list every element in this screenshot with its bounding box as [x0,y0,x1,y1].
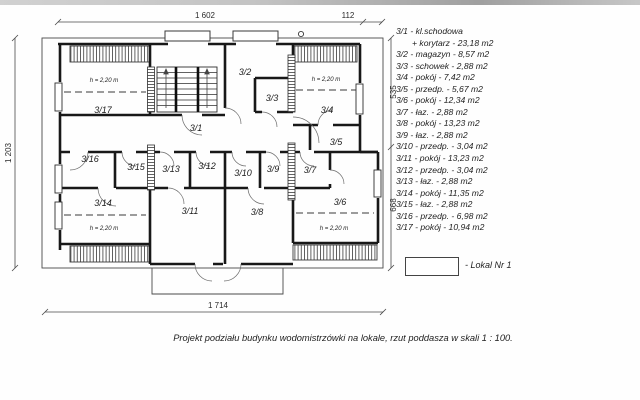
legend-item: 3/15 - łaz. - 2,88 m2 [396,199,473,210]
legend-item: + korytarz - 23,18 m2 [412,37,494,48]
room-label-3-10: 3/10 [234,168,252,178]
legend-item: 3/4 - pokój - 7,42 m2 [396,72,475,83]
room-label-3-4: 3/4 [320,105,334,115]
dim-left: 1 203 [4,142,13,164]
dim-right-top: 535 [389,85,398,99]
room-label-3-17: 3/17 [94,105,112,115]
legend-item: 3/6 - pokój - 12,34 m2 [396,95,480,106]
legend-item: 3/2 - magazyn - 8,57 m2 [396,49,490,60]
room-label-3-2: 3/2 [238,67,252,77]
dim-top-main: 1 602 [194,11,216,20]
room-label-3-12: 3/12 [198,161,216,171]
room-label-3-8: 3/8 [250,207,264,217]
lokal-swatch [405,257,459,276]
room-label-3-11: 3/11 [181,206,199,216]
dim-bottom: 1 714 [207,301,229,310]
room-label-3-16: 3/16 [81,154,99,164]
height-label: h = 2,20 m [89,226,119,232]
legend-item: 3/5 - przedp. - 5,67 m2 [396,83,483,94]
room-label-3-3: 3/3 [265,93,279,103]
legend-item: 3/12 - przedp. - 3,04 m2 [396,164,488,175]
legend-item: 3/8 - pokój - 13,23 m2 [396,118,480,129]
legend-item: 3/14 - pokój - 11,35 m2 [396,187,484,198]
room-label-3-14: 3/14 [94,198,112,208]
roof-vent-icon [298,31,303,36]
height-annotations [90,77,349,232]
room-label-3-5: 3/5 [329,137,343,147]
room-label-3-1: 3/1 [189,123,203,133]
legend-key-lokal [405,257,575,277]
terrace-outline [152,268,283,294]
legend-item: 3/3 - schowek - 2,88 m2 [396,60,488,71]
lokal-label: - Lokal Nr 1 [465,260,512,270]
legend-item: 3/17 - pokój - 10,94 m2 [396,222,485,233]
room-label-3-6: 3/6 [333,197,347,207]
legend-item: 3/16 - przedp. - 6,98 m2 [396,210,488,221]
staircase [157,67,217,112]
height-label: h = 2,20 m [311,77,341,83]
legend-item: 3/9 - łaz. - 2,88 m2 [396,129,468,140]
room-label-3-15: 3/15 [127,162,145,172]
room-legend [396,26,606,234]
room-label-3-9: 3/9 [266,164,280,174]
room-label-3-13: 3/13 [162,164,180,174]
dim-top-right: 112 [341,11,355,20]
height-label: h = 2,20 m [89,78,119,84]
room-label-3-7: 3/7 [303,165,317,175]
legend-item: 3/7 - łaz. - 2,88 m2 [396,106,468,117]
dim-right-bottom: 668 [389,198,398,212]
drawing-caption: Projekt podziału budynku wodomistrzówki na lokale, rzut poddasza w skali 1 : 100. [173,333,513,343]
legend-item: 3/13 - łaz. - 2,88 m2 [396,176,473,187]
legend-item: 3/10 - przedp. - 3,04 m2 [396,141,488,152]
legend-item: 3/1 - kl.schodowa [396,26,463,36]
height-label: h = 2,20 m [319,226,349,232]
legend-item: 3/11 - pokój - 13,23 m2 [396,153,484,164]
